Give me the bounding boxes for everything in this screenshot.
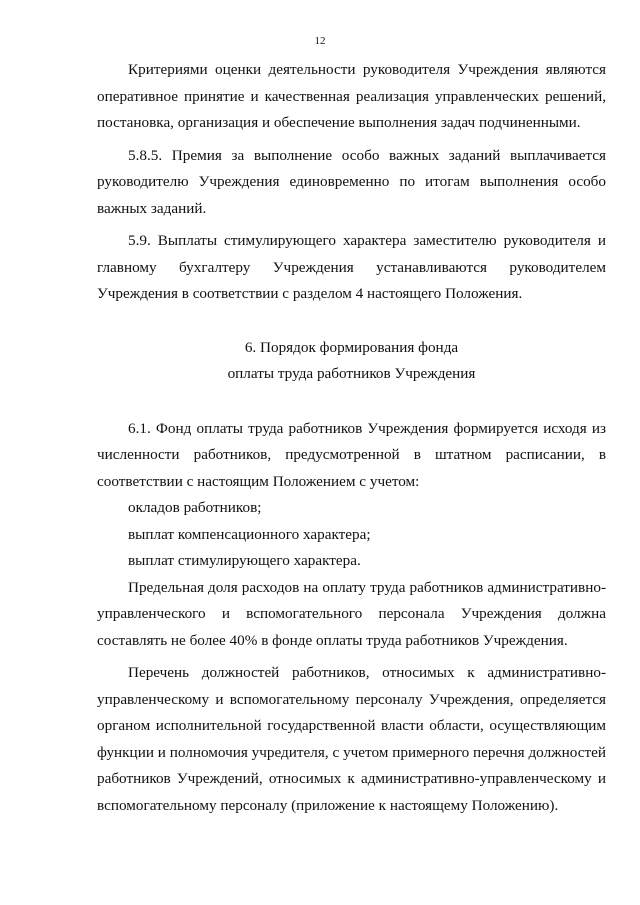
paragraph-5-8-5: 5.8.5. Премия за выполнение особо важных заданий выплачивается руководителю Учреждения единовременно по итогам выполнения особо важных заданий. — [97, 146, 606, 217]
page-number: 12 — [314, 35, 326, 47]
section-heading-line-1: 6. Порядок формирования фонда — [244, 338, 459, 356]
paragraph-criteria: Критериями оценки деятельности руководителя Учреждения являются оперативное принятие и качественная реализация управленческих решений, постановка, организация и обеспечение выполнения задач подчиненными. — [97, 61, 606, 131]
document-body — [97, 57, 606, 819]
list-item: выплат компенсационного характера; — [128, 525, 371, 543]
list-item: окладов работников; — [128, 499, 262, 516]
paragraph-positions-list: Перечень должностей работников, относимых к административно-управленческому и вспомогательному персоналу Учреждения, определяется органом исполнительной государственной власти области, осуществляющим функции и полномочия учредителя, с учетом примерного перечня должностей работников Учреждений, относимых к административно-управленческому и вспомогательному персоналу (приложение к настоящему Положению). — [97, 664, 606, 814]
section-heading — [97, 335, 606, 388]
section-heading-line-2: оплаты труда работников Учреждения — [227, 365, 476, 382]
list-item: выплат стимулирующего характера. — [128, 552, 361, 569]
paragraph-6-1: 6.1. Фонд оплаты труда работников Учреждения формируется исходя из численности работников, предусмотренной в штатном расписании, в соответствии с настоящим Положением с учетом: — [97, 419, 606, 490]
paragraph-5-9: 5.9. Выплаты стимулирующего характера заместителю руководителя и главному бухгалтеру Учреждения устанавливаются руководителем Учреждения в соответствии с разделом 4 настоящего Положения. — [97, 232, 606, 302]
paragraph-limit-share: Предельная доля расходов на оплату труда работников административно-управленческого и вспомогательного персонала Учреждения должна составлять не более 40% в фонде оплаты труда работников Учреждения. — [97, 578, 606, 649]
